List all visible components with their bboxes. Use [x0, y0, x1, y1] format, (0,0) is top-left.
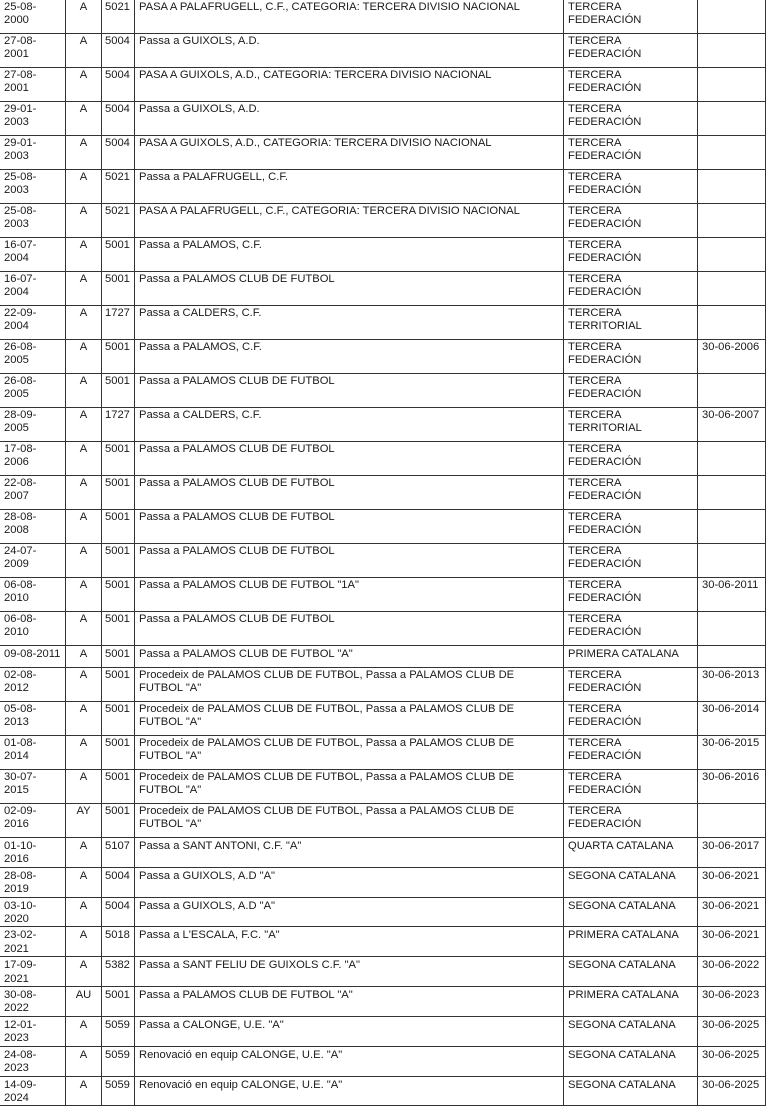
table-row	[0, 0, 766, 34]
category-cell: SEGONA CATALANA	[564, 867, 698, 897]
date-cell: 02-08-2012	[0, 668, 66, 702]
description-cell: Passa a PALAFRUGELL, C.F.	[135, 170, 564, 204]
date-cell: 25-08-2003	[0, 170, 66, 204]
category-cell: PRIMERA CATALANA	[564, 927, 698, 957]
category-cell: TERCERA FEDERACIÓN	[564, 510, 698, 544]
type-cell: A	[66, 510, 102, 544]
description-cell: Renovació en equip CALONGE, U.E. "A"	[135, 1076, 564, 1106]
end-date-cell: 30-06-2014	[698, 702, 766, 736]
table-row	[0, 102, 766, 136]
end-date-cell: 30-06-2025	[698, 1046, 766, 1076]
code-cell: 5004	[102, 34, 135, 68]
code-cell: 5001	[102, 238, 135, 272]
end-date-cell	[698, 804, 766, 838]
type-cell: A	[66, 544, 102, 578]
code-cell: 5018	[102, 927, 135, 957]
category-cell: TERCERA FEDERACIÓN	[564, 272, 698, 306]
category-cell: QUARTA CATALANA	[564, 838, 698, 868]
table-row	[0, 668, 766, 702]
end-date-cell	[698, 34, 766, 68]
table-row	[0, 702, 766, 736]
end-date-cell	[698, 136, 766, 170]
table-row	[0, 68, 766, 102]
code-cell: 5001	[102, 770, 135, 804]
category-cell: SEGONA CATALANA	[564, 1016, 698, 1046]
type-cell: A	[66, 646, 102, 668]
end-date-cell	[698, 544, 766, 578]
table-row	[0, 408, 766, 442]
date-cell: 29-01-2003	[0, 102, 66, 136]
category-cell: TERCERA FEDERACIÓN	[564, 136, 698, 170]
description-cell: Passa a PALAMOS CLUB DE FUTBOL "A"	[135, 987, 564, 1017]
code-cell: 5001	[102, 476, 135, 510]
table-row	[0, 272, 766, 306]
description-cell: PASA A PALAFRUGELL, C.F., CATEGORIA: TERCERA DIVISIO NACIONAL	[135, 204, 564, 238]
description-cell: Procedeix de PALAMOS CLUB DE FUTBOL, Passa a PALAMOS CLUB DE FUTBOL "A"	[135, 770, 564, 804]
date-cell: 28-09-2005	[0, 408, 66, 442]
type-cell: A	[66, 102, 102, 136]
table-row	[0, 897, 766, 927]
description-cell: Passa a PALAMOS CLUB DE FUTBOL	[135, 272, 564, 306]
table-row	[0, 957, 766, 987]
type-cell: A	[66, 1016, 102, 1046]
date-cell: 27-08-2001	[0, 68, 66, 102]
category-cell: TERCERA FEDERACIÓN	[564, 0, 698, 34]
date-cell: 12-01-2023	[0, 1016, 66, 1046]
table-row	[0, 238, 766, 272]
table-row	[0, 136, 766, 170]
type-cell: A	[66, 476, 102, 510]
table-row	[0, 770, 766, 804]
end-date-cell: 30-06-2011	[698, 578, 766, 612]
table-row	[0, 987, 766, 1017]
code-cell: 5004	[102, 68, 135, 102]
description-cell: Passa a SANT FELIU DE GUIXOLS C.F. "A"	[135, 957, 564, 987]
type-cell: A	[66, 897, 102, 927]
table-row	[0, 544, 766, 578]
category-cell: TERCERA FEDERACIÓN	[564, 238, 698, 272]
table-row	[0, 1076, 766, 1106]
description-cell: Procedeix de PALAMOS CLUB DE FUTBOL, Passa a PALAMOS CLUB DE FUTBOL "A"	[135, 804, 564, 838]
type-cell: A	[66, 374, 102, 408]
date-cell: 03-10-2020	[0, 897, 66, 927]
end-date-cell: 30-06-2023	[698, 987, 766, 1017]
end-date-cell	[698, 442, 766, 476]
date-cell: 24-08-2023	[0, 1046, 66, 1076]
date-cell: 24-07-2009	[0, 544, 66, 578]
category-cell: TERCERA FEDERACIÓN	[564, 578, 698, 612]
code-cell: 5001	[102, 442, 135, 476]
description-cell: Passa a PALAMOS CLUB DE FUTBOL	[135, 476, 564, 510]
code-cell: 5001	[102, 804, 135, 838]
type-cell: A	[66, 1076, 102, 1106]
date-cell: 09-08-2011	[0, 646, 66, 668]
description-cell: Passa a SANT ANTONI, C.F. "A"	[135, 838, 564, 868]
table-row	[0, 306, 766, 340]
end-date-cell: 30-06-2021	[698, 897, 766, 927]
end-date-cell	[698, 646, 766, 668]
code-cell: 5021	[102, 204, 135, 238]
code-cell: 5107	[102, 838, 135, 868]
description-cell: Passa a PALAMOS, C.F.	[135, 340, 564, 374]
date-cell: 29-01-2003	[0, 136, 66, 170]
category-cell: TERCERA FEDERACIÓN	[564, 804, 698, 838]
table-row	[0, 34, 766, 68]
description-cell: Passa a GUIXOLS, A.D "A"	[135, 897, 564, 927]
description-cell: Passa a PALAMOS, C.F.	[135, 238, 564, 272]
date-cell: 22-08-2007	[0, 476, 66, 510]
code-cell: 5059	[102, 1076, 135, 1106]
category-cell: TERCERA FEDERACIÓN	[564, 340, 698, 374]
end-date-cell	[698, 204, 766, 238]
table-row	[0, 170, 766, 204]
end-date-cell: 30-06-2016	[698, 770, 766, 804]
type-cell: A	[66, 668, 102, 702]
date-cell: 14-09-2024	[0, 1076, 66, 1106]
date-cell: 06-08-2010	[0, 578, 66, 612]
code-cell: 1727	[102, 306, 135, 340]
table-row	[0, 1016, 766, 1046]
type-cell: AU	[66, 987, 102, 1017]
description-cell: Passa a PALAMOS CLUB DE FUTBOL	[135, 374, 564, 408]
code-cell: 5001	[102, 646, 135, 668]
category-cell: TERCERA FEDERACIÓN	[564, 612, 698, 646]
date-cell: 30-07-2015	[0, 770, 66, 804]
table-row	[0, 442, 766, 476]
type-cell: A	[66, 272, 102, 306]
category-cell: TERCERA TERRITORIAL	[564, 408, 698, 442]
table-row	[0, 838, 766, 868]
description-cell: Passa a PALAMOS CLUB DE FUTBOL	[135, 544, 564, 578]
date-cell: 05-08-2013	[0, 702, 66, 736]
type-cell: A	[66, 170, 102, 204]
type-cell: A	[66, 578, 102, 612]
type-cell: A	[66, 702, 102, 736]
category-cell: SEGONA CATALANA	[564, 897, 698, 927]
end-date-cell: 30-06-2015	[698, 736, 766, 770]
type-cell: A	[66, 68, 102, 102]
category-cell: TERCERA FEDERACIÓN	[564, 102, 698, 136]
end-date-cell: 30-06-2021	[698, 867, 766, 897]
description-cell: Passa a CALDERS, C.F.	[135, 306, 564, 340]
end-date-cell	[698, 272, 766, 306]
description-cell: Passa a CALONGE, U.E. "A"	[135, 1016, 564, 1046]
category-cell: TERCERA FEDERACIÓN	[564, 170, 698, 204]
end-date-cell: 30-06-2006	[698, 340, 766, 374]
end-date-cell	[698, 68, 766, 102]
end-date-cell: 30-06-2017	[698, 838, 766, 868]
category-cell: TERCERA FEDERACIÓN	[564, 702, 698, 736]
date-cell: 30-08-2022	[0, 987, 66, 1017]
category-cell: TERCERA FEDERACIÓN	[564, 374, 698, 408]
date-cell: 06-08-2010	[0, 612, 66, 646]
table-row	[0, 374, 766, 408]
end-date-cell: 30-06-2025	[698, 1016, 766, 1046]
description-cell: PASA A GUIXOLS, A.D., CATEGORIA: TERCERA DIVISIO NACIONAL	[135, 68, 564, 102]
code-cell: 5001	[102, 736, 135, 770]
date-cell: 28-08-2019	[0, 867, 66, 897]
type-cell: A	[66, 957, 102, 987]
category-cell: TERCERA FEDERACIÓN	[564, 544, 698, 578]
end-date-cell	[698, 170, 766, 204]
category-cell: TERCERA FEDERACIÓN	[564, 476, 698, 510]
category-cell: TERCERA FEDERACIÓN	[564, 668, 698, 702]
code-cell: 5001	[102, 510, 135, 544]
description-cell: Passa a CALDERS, C.F.	[135, 408, 564, 442]
date-cell: 23-02-2021	[0, 927, 66, 957]
code-cell: 5001	[102, 340, 135, 374]
end-date-cell	[698, 306, 766, 340]
date-cell: 25-08-2003	[0, 204, 66, 238]
date-cell: 22-09-2004	[0, 306, 66, 340]
date-cell: 01-08-2014	[0, 736, 66, 770]
end-date-cell	[698, 476, 766, 510]
table-row	[0, 736, 766, 770]
description-cell: Passa a PALAMOS CLUB DE FUTBOL "1A"	[135, 578, 564, 612]
table-row	[0, 204, 766, 238]
type-cell: AY	[66, 804, 102, 838]
code-cell: 5001	[102, 668, 135, 702]
type-cell: A	[66, 442, 102, 476]
date-cell: 27-08-2001	[0, 34, 66, 68]
type-cell: A	[66, 927, 102, 957]
type-cell: A	[66, 408, 102, 442]
category-cell: TERCERA FEDERACIÓN	[564, 68, 698, 102]
date-cell: 16-07-2004	[0, 238, 66, 272]
code-cell: 5021	[102, 0, 135, 34]
table-row	[0, 340, 766, 374]
code-cell: 5001	[102, 272, 135, 306]
description-cell: Passa a PALAMOS CLUB DE FUTBOL "A"	[135, 646, 564, 668]
end-date-cell	[698, 238, 766, 272]
category-cell: TERCERA FEDERACIÓN	[564, 204, 698, 238]
code-cell: 5001	[102, 578, 135, 612]
type-cell: A	[66, 838, 102, 868]
category-cell: TERCERA FEDERACIÓN	[564, 736, 698, 770]
date-cell: 02-09-2016	[0, 804, 66, 838]
type-cell: A	[66, 736, 102, 770]
date-cell: 25-08-2000	[0, 0, 66, 34]
type-cell: A	[66, 238, 102, 272]
table-row	[0, 510, 766, 544]
category-cell: TERCERA FEDERACIÓN	[564, 770, 698, 804]
type-cell: A	[66, 34, 102, 68]
type-cell: A	[66, 1046, 102, 1076]
description-cell: Passa a L'ESCALA, F.C. "A"	[135, 927, 564, 957]
table-row	[0, 578, 766, 612]
table-row	[0, 646, 766, 668]
date-cell: 26-08-2005	[0, 340, 66, 374]
description-cell: Passa a GUIXOLS, A.D "A"	[135, 867, 564, 897]
description-cell: Procedeix de PALAMOS CLUB DE FUTBOL, Passa a PALAMOS CLUB DE FUTBOL "A"	[135, 702, 564, 736]
description-cell: PASA A PALAFRUGELL, C.F., CATEGORIA: TERCERA DIVISIO NACIONAL	[135, 0, 564, 34]
date-cell: 17-08-2006	[0, 442, 66, 476]
category-cell: PRIMERA CATALANA	[564, 987, 698, 1017]
code-cell: 5001	[102, 702, 135, 736]
code-cell: 5004	[102, 102, 135, 136]
category-cell: TERCERA FEDERACIÓN	[564, 34, 698, 68]
end-date-cell: 30-06-2007	[698, 408, 766, 442]
description-cell: Passa a GUIXOLS, A.D.	[135, 34, 564, 68]
category-cell: SEGONA CATALANA	[564, 1076, 698, 1106]
description-cell: Procedeix de PALAMOS CLUB DE FUTBOL, Passa a PALAMOS CLUB DE FUTBOL "A"	[135, 668, 564, 702]
table-row	[0, 476, 766, 510]
end-date-cell	[698, 510, 766, 544]
description-cell: Procedeix de PALAMOS CLUB DE FUTBOL, Passa a PALAMOS CLUB DE FUTBOL "A"	[135, 736, 564, 770]
end-date-cell	[698, 612, 766, 646]
category-cell: SEGONA CATALANA	[564, 1046, 698, 1076]
code-cell: 5004	[102, 867, 135, 897]
category-cell: TERCERA FEDERACIÓN	[564, 442, 698, 476]
type-cell: A	[66, 340, 102, 374]
end-date-cell	[698, 102, 766, 136]
table-row	[0, 612, 766, 646]
type-cell: A	[66, 612, 102, 646]
code-cell: 5382	[102, 957, 135, 987]
date-cell: 17-09-2021	[0, 957, 66, 987]
type-cell: A	[66, 770, 102, 804]
date-cell: 16-07-2004	[0, 272, 66, 306]
end-date-cell: 30-06-2022	[698, 957, 766, 987]
category-cell: TERCERA TERRITORIAL	[564, 306, 698, 340]
description-cell: Renovació en equip CALONGE, U.E. "A"	[135, 1046, 564, 1076]
end-date-cell	[698, 0, 766, 34]
category-cell: SEGONA CATALANA	[564, 957, 698, 987]
end-date-cell: 30-06-2025	[698, 1076, 766, 1106]
end-date-cell: 30-06-2013	[698, 668, 766, 702]
type-cell: A	[66, 867, 102, 897]
code-cell: 5059	[102, 1046, 135, 1076]
table-row	[0, 867, 766, 897]
type-cell: A	[66, 306, 102, 340]
code-cell: 5021	[102, 170, 135, 204]
code-cell: 5001	[102, 374, 135, 408]
type-cell: A	[66, 204, 102, 238]
description-cell: PASA A GUIXOLS, A.D., CATEGORIA: TERCERA DIVISIO NACIONAL	[135, 136, 564, 170]
date-cell: 26-08-2005	[0, 374, 66, 408]
code-cell: 5004	[102, 897, 135, 927]
table-row	[0, 804, 766, 838]
code-cell: 1727	[102, 408, 135, 442]
code-cell: 5059	[102, 1016, 135, 1046]
end-date-cell: 30-06-2021	[698, 927, 766, 957]
date-cell: 28-08-2008	[0, 510, 66, 544]
description-cell: Passa a PALAMOS CLUB DE FUTBOL	[135, 510, 564, 544]
code-cell: 5004	[102, 136, 135, 170]
description-cell: Passa a PALAMOS CLUB DE FUTBOL	[135, 612, 564, 646]
type-cell: A	[66, 0, 102, 34]
code-cell: 5001	[102, 612, 135, 646]
code-cell: 5001	[102, 987, 135, 1017]
code-cell: 5001	[102, 544, 135, 578]
type-cell: A	[66, 136, 102, 170]
end-date-cell	[698, 374, 766, 408]
table-row	[0, 927, 766, 957]
description-cell: Passa a GUIXOLS, A.D.	[135, 102, 564, 136]
description-cell: Passa a PALAMOS CLUB DE FUTBOL	[135, 442, 564, 476]
date-cell: 01-10-2016	[0, 838, 66, 868]
table-row	[0, 1046, 766, 1076]
category-cell: PRIMERA CATALANA	[564, 646, 698, 668]
